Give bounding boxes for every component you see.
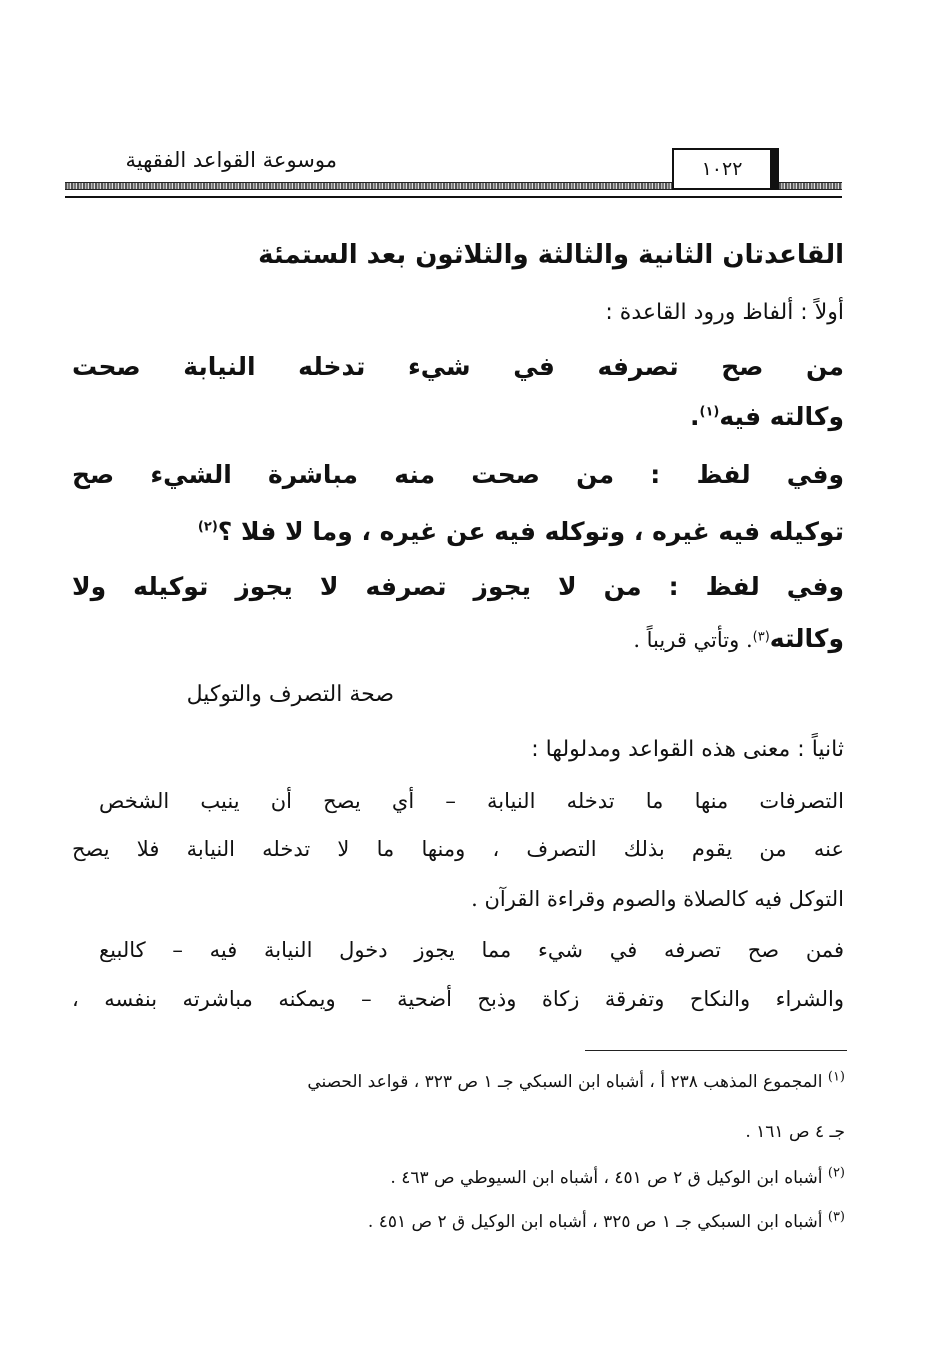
footnote-2 [390,1165,845,1188]
section-second-label: ثانياً : معنى هذه القواعد ومدلولها : [531,737,844,762]
rule2-line2-text: توكيله فيه غيره ، وتوكله فيه عن غيره ، وما لا فلا ؟ [217,517,844,546]
rule1-end: . [689,402,700,431]
footnote-3-line1: أشباه ابن السبكي جـ ١ ص ٣٢٥ ، أشباه ابن الوكيل ق ٢ ص ٤٥١ . [367,1212,823,1232]
para2-line1: فمن صح تصرفه في شيء مما يجوز دخول النيابة فيه – كالبيع [99,938,844,962]
footnote-2-marker: (٢) [827,1165,845,1181]
para1-line3: التوكل فيه كالصلاة والصوم وقراءة القرآن . [471,887,844,911]
running-title: موسوعة القواعد الفقهية [125,148,337,172]
footnote-ref-3[interactable]: (٣) [752,629,770,645]
para2-line2: والشراء والنكاح وتفرقة زكاة وذبح أضحية – ويمكنه مباشرته بنفسه ، [72,987,844,1011]
footnote-1-line2: جـ ٤ ص ١٦١ . [745,1122,845,1142]
page-header [65,140,842,202]
rule1-line2-text: وكالته فيه [719,402,844,431]
rule3-tail: . وتأتي قريباً . [633,628,753,652]
rule2-line1: وفي لفظ : من صحت منه مباشرة الشيء صح [72,460,844,489]
rule1-line2 [690,402,844,431]
page-number-bar [772,148,779,190]
topic-label: صحة التصرف والتوكيل [186,682,394,707]
rule2-line2 [198,517,844,546]
footnote-ref-1[interactable]: (١) [699,404,720,420]
page-number: ١٠٢٢ [672,148,772,190]
footnote-1-cont [745,1122,845,1142]
para1-line2: عنه من يقوم بذلك التصرف ، ومنها ما لا تدخله النيابة فلا يصح [72,837,844,861]
rule-heading: القاعدتان الثانية والثالثة والثلاثون بعد الستمئة [258,240,844,270]
rule3-line2 [633,624,844,653]
rule3-line2-text: وكالته [769,624,844,653]
para1-line1: التصرفات منها ما تدخله النيابة – أي يصح أن ينيب الشخص [99,789,844,813]
rule1-line1: من صح تصرفه في شيء تدخله النيابة صحت [72,352,844,381]
section-first-label: أولاً : ألفاظ ورود القاعدة : [605,300,844,325]
rule3-line1: وفي لفظ : من لا يجوز تصرفه لا يجوز توكيله ولا [72,572,844,601]
footnote-3 [367,1209,845,1232]
header-ornament-left [65,182,672,190]
header-rule [65,196,842,198]
footnote-1-marker: (١) [827,1069,845,1085]
footnote-ref-2[interactable]: (٢) [197,519,218,535]
footnote-3-marker: (٣) [827,1209,845,1225]
footnote-2-line1: أشباه ابن الوكيل ق ٢ ص ٤٥١ ، أشباه ابن السيوطي ص ٤٦٣ . [390,1168,823,1188]
header-ornament-right [779,182,842,190]
footnote-1 [307,1069,845,1092]
footnote-rule [585,1050,847,1051]
footnote-1-line1: المجموع المذهب ٢٣٨ أ ، أشباه ابن السبكي جـ ١ ص ٣٢٣ ، قواعد الحصني [307,1072,823,1092]
